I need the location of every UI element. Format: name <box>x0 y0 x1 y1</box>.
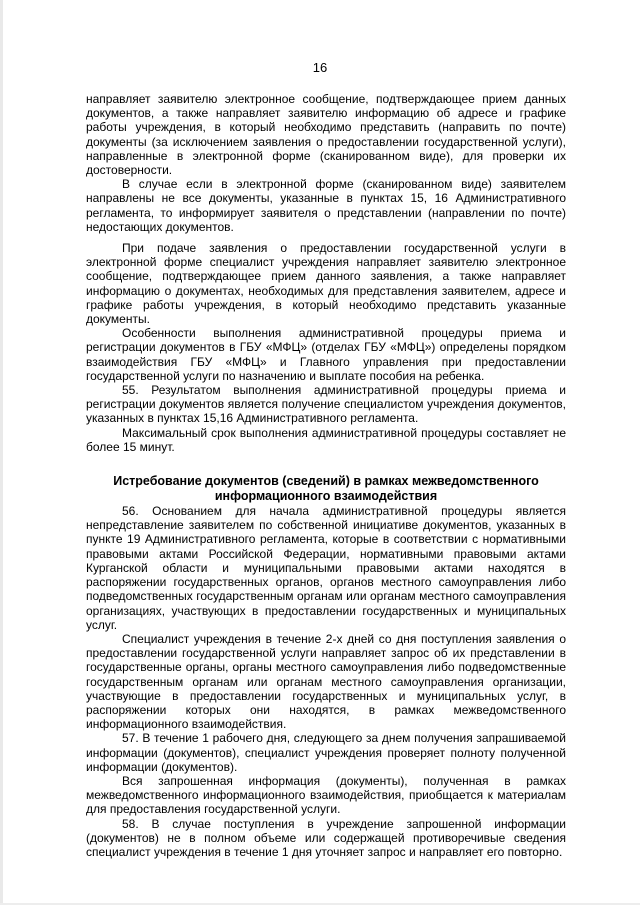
scan-edge-left <box>0 0 3 905</box>
paragraph-max-duration: Максимальный срок выполнения административной процедуры составляет не более 15 минут. <box>86 425 566 454</box>
page-number: 16 <box>312 60 328 75</box>
paragraph-request-sending: Специалист учреждения в течение 2-х дней со дня поступления заявления о предоставлении государственной услуги направляет запрос об их представлении в государственные органы, органы местного самоуправления либо подведомственные государственным органам или органам местного самоуправления организации, участвующие в предоставлении государственных и муниципальных услуг, в распоряжении которых они находятся, в рамках межведомственного информационного взаимодействия. <box>86 631 566 732</box>
paragraph-56-basis: 56. Основанием для начала административной процедуры является непредставление заявителем по собственной инициативе документов, указанных в пункте 19 Административного регламента, которые в соответствии с нормативными правовыми актами Российской Федерации, нормативными правовыми актами Курганской области и муниципальными правовыми актами находятся в распоряжении государственных органов, органов местного самоуправления либо подведомственных государственным органам или органам местного самоуправления организациях, участвующих в предоставлении государственных и муниципальных услуг. <box>86 504 566 632</box>
paragraph-58-clarification: 58. В случае поступления в учреждение запрошенной информации (документов) не в полном объеме или содержащей противоречивые сведения специалист учреждения в течение 1 дня уточняет запрос и направляет его повторно. <box>86 816 566 859</box>
paragraph-57-verification: 57. В течение 1 рабочего дня, следующего за днем получения запрашиваемой информации (документов), специалист учреждения проверяет полноту полученной информации (документов). <box>86 731 566 774</box>
section-heading-line-2: информационного взаимодействия <box>214 489 438 504</box>
paragraph-electronic-submission: При подаче заявления о предоставлении государственной услуги в электронной форме специалист учреждения направляет заявителю электронное сообщение, подтверждающее прием данного заявления, а также направляет информацию о документах, необходимых для представления заявителем, адресе и графике работы учреждения, в который необходимо представить указанные документы. <box>86 241 566 327</box>
section-heading <box>86 474 566 504</box>
document-body <box>86 92 566 859</box>
paragraph-continuation: направляет заявителю электронное сообщение, подтверждающее прием данных документов, а также направляет заявителю информацию об адресе и графике работы учреждения, в который необходимо представить (направить по почте) документы (за исключением заявления о предоставлении государственной услуги), направленные в электронной форме (сканированном виде), для проверки их достоверности. <box>86 92 566 178</box>
paragraph-incomplete-documents: В случае если в электронной форме (сканированном виде) заявителем направлены не все документы, указанные в пунктах 15, 16 Административного регламента, то информирует заявителя о представлении (направлении по почте) недостающих документов. <box>86 177 566 234</box>
paragraph-mfc-features: Особенности выполнения административной процедуры приема и регистрации документов в ГБУ «МФЦ» (отделах ГБУ «МФЦ») определены порядком взаимодействия ГБУ «МФЦ» и Главного управления при предоставлении государственной услуги по назначению и выплате пособия на ребенка. <box>86 326 566 383</box>
section-heading-line-1: Истребование документов (сведений) в рамках межведомственного <box>113 474 539 489</box>
paragraph-55-result: 55. Результатом выполнения административной процедуры приема и регистрации документов является получение специалистом учреждения документов, указанных в пунктах 15,16 Административного регламента. <box>86 383 566 426</box>
paragraph-attachment: Вся запрошенная информация (документы), полученная в рамках межведомственного информационного взаимодействия, приобщается к материалам для предоставления государственной услуги. <box>86 773 566 817</box>
